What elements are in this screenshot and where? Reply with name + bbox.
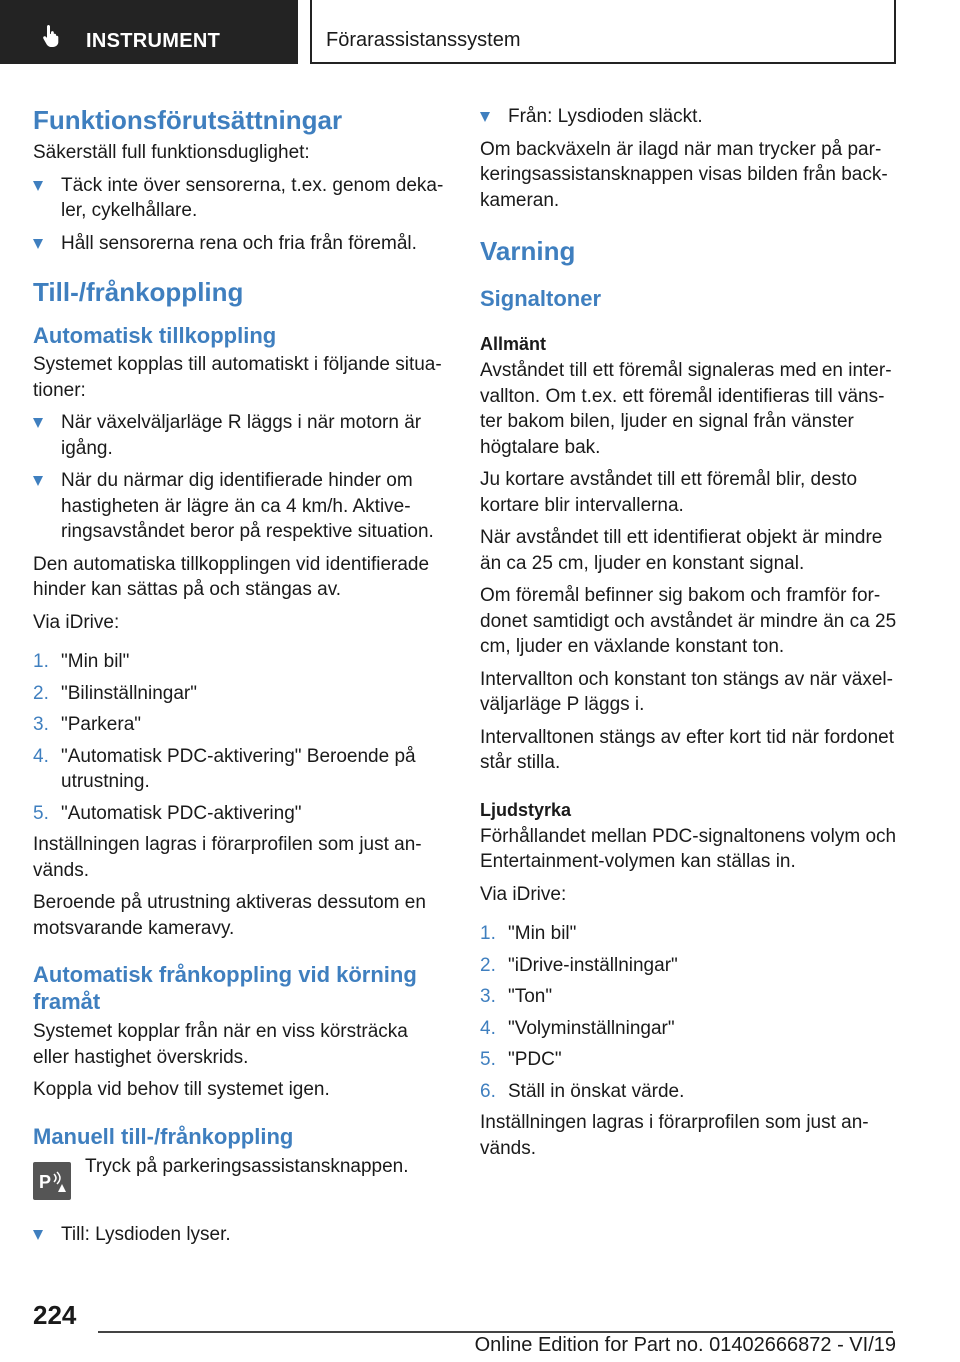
heading-manuell: Manuell till-/frånkoppling bbox=[33, 1123, 294, 1149]
bullet-triangle-icon bbox=[33, 418, 43, 428]
step-item: 3. "Parkera" bbox=[33, 714, 142, 735]
step-item: 3. "Ton" bbox=[480, 986, 553, 1007]
paragraph: Intervalltonen stängs av efter kort tid när fordonet står stilla. bbox=[480, 726, 895, 773]
paragraph: Inställningen lagras i förarprofilen som just an-vänds. bbox=[33, 834, 422, 881]
edition-text: Online Edition for Part no. 01402666872 - VI/19 bbox=[474, 1334, 896, 1356]
step-item: 6. Ställ in önskat värde. bbox=[480, 1080, 685, 1102]
section-tab[interactable] bbox=[310, 0, 896, 64]
paragraph: Intervallton och konstant ton stängs av när växel-väljarläge P läggs i. bbox=[480, 668, 893, 715]
right-column bbox=[480, 100, 898, 1161]
bullet-triangle-icon bbox=[33, 476, 43, 486]
chapter-label: INSTRUMENT bbox=[86, 30, 221, 52]
bullet-triangle-icon bbox=[480, 112, 490, 122]
footer-divider bbox=[98, 1331, 893, 1333]
svg-text:P: P bbox=[39, 1171, 52, 1192]
paragraph: Säkerställ full funktionsduglighet: bbox=[33, 142, 310, 163]
list-item: Till: Lysdioden lyser. bbox=[33, 1222, 448, 1248]
left-column bbox=[33, 100, 448, 1247]
step-item: 5. "PDC" bbox=[480, 1049, 562, 1070]
step-item: 2. "iDrive-inställningar" bbox=[480, 954, 678, 976]
parking-assist-button-icon bbox=[33, 1162, 71, 1200]
step-item: 1. "Min bil" bbox=[33, 651, 130, 672]
pdc-button-row bbox=[33, 1154, 448, 1214]
step-item: 2. "Bilinställningar" bbox=[33, 682, 197, 704]
paragraph: Inställningen lagras i förarprofilen som just an-vänds. bbox=[480, 1112, 869, 1159]
step-item: 4. "Volyminställningar" bbox=[480, 1017, 675, 1039]
list-item: När växelväljarläge R läggs i när motorn är igång. bbox=[33, 410, 448, 461]
list-item: Från: Lysdioden släckt. bbox=[480, 104, 898, 130]
list-item: Täck inte över sensorerna, t.ex. genom deka-ler, cykelhållare. bbox=[33, 173, 448, 224]
paragraph: Om backväxeln är ilagd när man trycker på par-keringsassistansknappen visas bilden från back-kameran. bbox=[480, 138, 888, 211]
bullet-triangle-icon bbox=[33, 181, 43, 191]
page-number: 224 bbox=[33, 1300, 77, 1330]
bullet-triangle-icon bbox=[33, 239, 43, 249]
paragraph: Avståndet till ett föremål signaleras med en inter-vallton. Om t.ex. ett föremål identifieras till väns-ter bakom bilen, ljuder en signal från vänster högtalare bak. bbox=[480, 360, 892, 458]
hand-pointer-icon bbox=[40, 24, 64, 48]
heading-funktion: Funktionsförutsättningar bbox=[33, 105, 343, 135]
step-item: 4. "Automatisk PDC-aktivering" Beroende på utrustning. bbox=[33, 745, 416, 792]
list-item: När du närmar dig identifierade hinder om hastigheten är lägre än ca 4 km/h. Aktive-ringsavståndet beror på respektive situation. bbox=[33, 468, 448, 545]
paragraph: Via iDrive: bbox=[33, 611, 120, 633]
step-item: 5. "Automatisk PDC-aktivering" bbox=[33, 802, 302, 824]
paragraph: Via iDrive: bbox=[480, 883, 567, 905]
paragraph: Systemet kopplas till automatiskt i följande situa-tioner: bbox=[33, 354, 442, 401]
list-item: Håll sensorerna rena och fria från föremål. bbox=[33, 231, 448, 257]
paragraph: Om föremål befinner sig bakom och framför for-donet samtidigt och avståndet är mindre än ca 25 cm, ljuder en växlande konstant ton. bbox=[480, 585, 897, 657]
paragraph: Den automatiska tillkopplingen vid identifierade hinder kan sättas på och stängas av. bbox=[33, 553, 430, 600]
paragraph: Tryck på parkeringsassistansknappen. bbox=[85, 1155, 409, 1177]
paragraph: Beroende på utrustning aktiveras dessutom en motsvarande kameravy. bbox=[33, 892, 426, 939]
bullet-triangle-icon bbox=[33, 1230, 43, 1240]
paragraph: När avståndet till ett identifierat objekt är mindre än ca 25 cm, ljuder en konstant signal. bbox=[480, 527, 883, 574]
paragraph: Koppla vid behov till systemet igen. bbox=[33, 1079, 330, 1100]
paragraph: Förhållandet mellan PDC-signaltonens volym och Entertainment-volymen kan ställas in. bbox=[480, 825, 897, 872]
heading-ljud: Ljudstyrka bbox=[480, 799, 572, 820]
heading-allmant: Allmänt bbox=[480, 334, 547, 354]
paragraph: Systemet kopplar från när en viss körsträcka eller hastighet överskrids. bbox=[33, 1021, 408, 1068]
step-item: 1. "Min bil" bbox=[480, 923, 577, 944]
section-label: Förarassistanssystem bbox=[326, 29, 521, 51]
heading-auto: Automatisk tillkoppling bbox=[33, 323, 277, 348]
paragraph: Ju kortare avståndet till ett föremål blir, desto kortare blir intervallerna. bbox=[480, 469, 858, 516]
heading-franfram: Automatisk frånkoppling vid körning framåt bbox=[33, 962, 417, 1014]
chapter-tab[interactable] bbox=[0, 0, 298, 64]
heading-varning: Varning bbox=[480, 236, 576, 266]
heading-till: Till-/frånkoppling bbox=[33, 277, 244, 307]
heading-signal: Signaltoner bbox=[480, 286, 602, 311]
